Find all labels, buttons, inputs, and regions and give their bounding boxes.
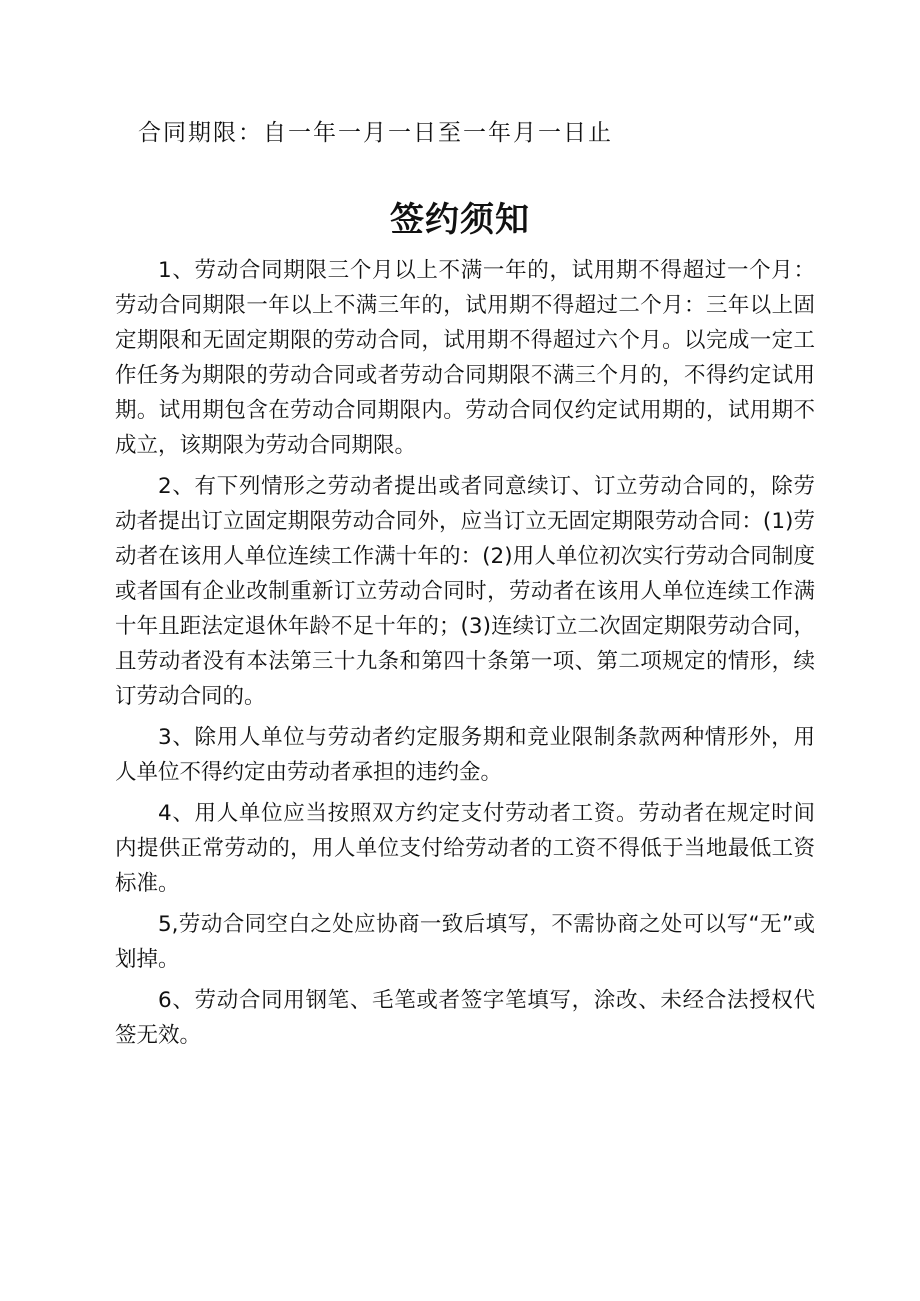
notice-title: 签约须知 xyxy=(390,200,530,240)
clause-4: 4、用人单位应当按照双方约定支付劳动者工资。劳动者在规定时间内提供正常劳动的，用人单位支付给劳动者的工资不得低于当地最低工资标准。 xyxy=(115,801,815,896)
clause-6: 6、劳动合同用钢笔、毛笔或者签字笔填写，涂改、未经合法授权代签无效。 xyxy=(115,988,815,1048)
contract-term-line: 合同期限：自一年一月一日至一年月一日止 xyxy=(138,120,613,146)
clause-5: 5,劳动合同空白之处应协商一致后填写，不需协商之处可以写“无”或划掉。 xyxy=(115,912,815,972)
clause-3: 3、除用人单位与劳动者约定服务期和竞业限制条款两种情形外，用人单位不得约定由劳动者承担的违约金。 xyxy=(115,725,815,785)
clause-1: 1、劳动合同期限三个月以上不满一年的，试用期不得超过一个月：劳动合同期限一年以上不满三年的，试用期不得超过二个月：三年以上固定期限和无固定期限的劳动合同，试用期不得超过六个月。以完成一定工作任务为期限的劳动合同或者劳动合同期限不满三个月的，不得约定试用期。试用期包含在劳动合同期限内。劳动合同仅约定试用期的，试用期不成立，该期限为劳动合同期限。 xyxy=(115,258,815,458)
clause-2: 2、有下列情形之劳动者提出或者同意续订、订立劳动合同的，除劳动者提出订立固定期限劳动合同外，应当订立无固定期限劳动合同：(1)劳动者在该用人单位连续工作满十年的：(2)用人单位初次实行劳动合同制度或者国有企业改制重新订立劳动合同时，劳动者在该用人单位连续工作满十年且距法定退休年龄不足十年的；(3)连续订立二次固定期限劳动合同，且劳动者没有本法第三十九条和第四十条第一项、第二项规定的情形，续订劳动合同的。 xyxy=(115,474,815,709)
notice-body xyxy=(115,253,815,1059)
